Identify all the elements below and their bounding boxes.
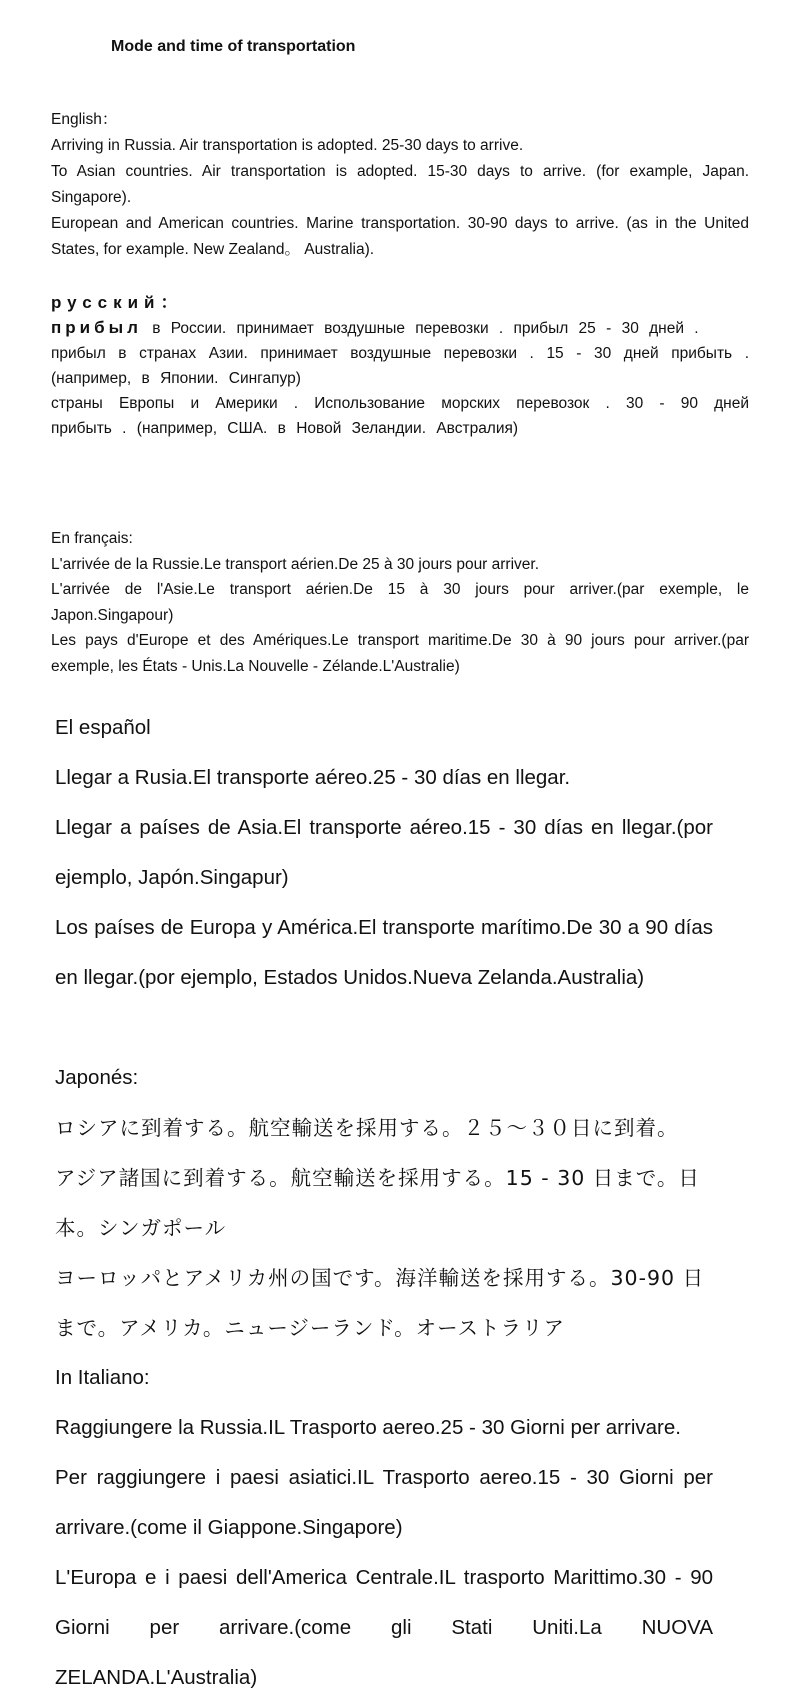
french-section xyxy=(51,526,749,679)
spanish-line-europe-america: Los países de Europa y América.El transporte marítimo.De 30 a 90 días en llegar.(por ejemplo, Estados Unidos.Nueva Zelanda.Australia) xyxy=(55,916,713,989)
english-line-asia: To Asian countries. Air transportation is adopted. 15-30 days to arrive. (for example, Japan. Singapore). xyxy=(51,163,749,206)
japanese-line-europe-america: ヨーロッパとアメリカ州の国です。海洋輸送を採用する。30-90 日まで。アメリカ。ニュージーランド。オーストラリア xyxy=(55,1266,705,1340)
russian-section xyxy=(51,290,749,441)
spanish-heading: El español xyxy=(55,716,151,739)
spanish-line-asia: Llegar a países de Asia.El transporte aéreo.15 - 30 días en llegar.(por ejemplo, Japón.Singapur) xyxy=(55,816,713,889)
japanese-heading: Japonés: xyxy=(55,1066,139,1089)
french-line-europe-america: Les pays d'Europe et des Amériques.Le transport maritime.De 30 à 90 jours pour arriver.(par exemple, les États - Unis.La Nouvelle - Zélande.L'Australie) xyxy=(51,632,749,675)
french-line-asia: L'arrivée de l'Asie.Le transport aérien.De 15 à 30 jours pour arriver.(par exemple, le Japon.Singapour) xyxy=(51,581,749,624)
english-heading: English： xyxy=(51,111,118,128)
russian-line-russia-rest: в России. принимает воздушные перевозки . прибыл 25 - 30 дней . xyxy=(152,320,699,337)
spanish-section xyxy=(55,703,713,1003)
italian-heading: In Italiano: xyxy=(55,1366,150,1389)
spanish-line-russia: Llegar a Rusia.El transporte aéreo.25 - 30 días en llegar. xyxy=(55,766,571,789)
russian-line-russia-strong: прибыл xyxy=(51,318,142,337)
english-line-europe-america: European and American countries. Marine transportation. 30-90 days to arrive. (as in the United States, for example. New Zealand。 Australia). xyxy=(51,215,749,258)
italian-line-asia: Per raggiungere i paesi asiatici.IL Trasporto aereo.15 - 30 Giorni per arrivare.(come il Giappone.Singapore) xyxy=(55,1466,713,1539)
french-heading: En français: xyxy=(51,530,133,547)
italian-line-russia: Raggiungere la Russia.IL Trasporto aereo.25 - 30 Giorni per arrivare. xyxy=(55,1416,681,1439)
japanese-section xyxy=(55,1053,713,1353)
russian-heading: русский： xyxy=(51,293,184,312)
japanese-line-russia: ロシアに到着する。航空輸送を採用する。２５～３０日に到着。 xyxy=(55,1116,679,1140)
russian-line-russia xyxy=(51,315,749,341)
italian-line-europe-america: L'Europa e i paesi dell'America Centrale.IL trasporto Marittimo.30 - 90 Giorni per arrivare.(come gli Stati Uniti.La NUOVA ZELANDA.L'Australia) xyxy=(55,1566,713,1689)
italian-section xyxy=(55,1353,713,1703)
page-title: Mode and time of transportation xyxy=(111,38,356,55)
french-line-russia: L'arrivée de la Russie.Le transport aérien.De 25 à 30 jours pour arriver. xyxy=(51,555,540,573)
russian-line-asia: прибыл в странах Азии. принимает воздушные перевозки . 15 - 30 дней прибыть . (например, в Японии. Сингапур) xyxy=(51,345,749,387)
english-section xyxy=(51,107,749,263)
russian-line-europe-america: страны Европы и Америки . Использование морских перевозок . 30 - 90 дней прибыть . (например, США. в Новой Зеландии. Австралия) xyxy=(51,395,749,437)
english-line-russia: Arriving in Russia. Air transportation is adopted. 25-30 days to arrive. xyxy=(51,137,524,154)
japanese-line-asia: アジア諸国に到着する。航空輸送を採用する。15 - 30 日まで。日本。シンガポール xyxy=(55,1166,700,1240)
